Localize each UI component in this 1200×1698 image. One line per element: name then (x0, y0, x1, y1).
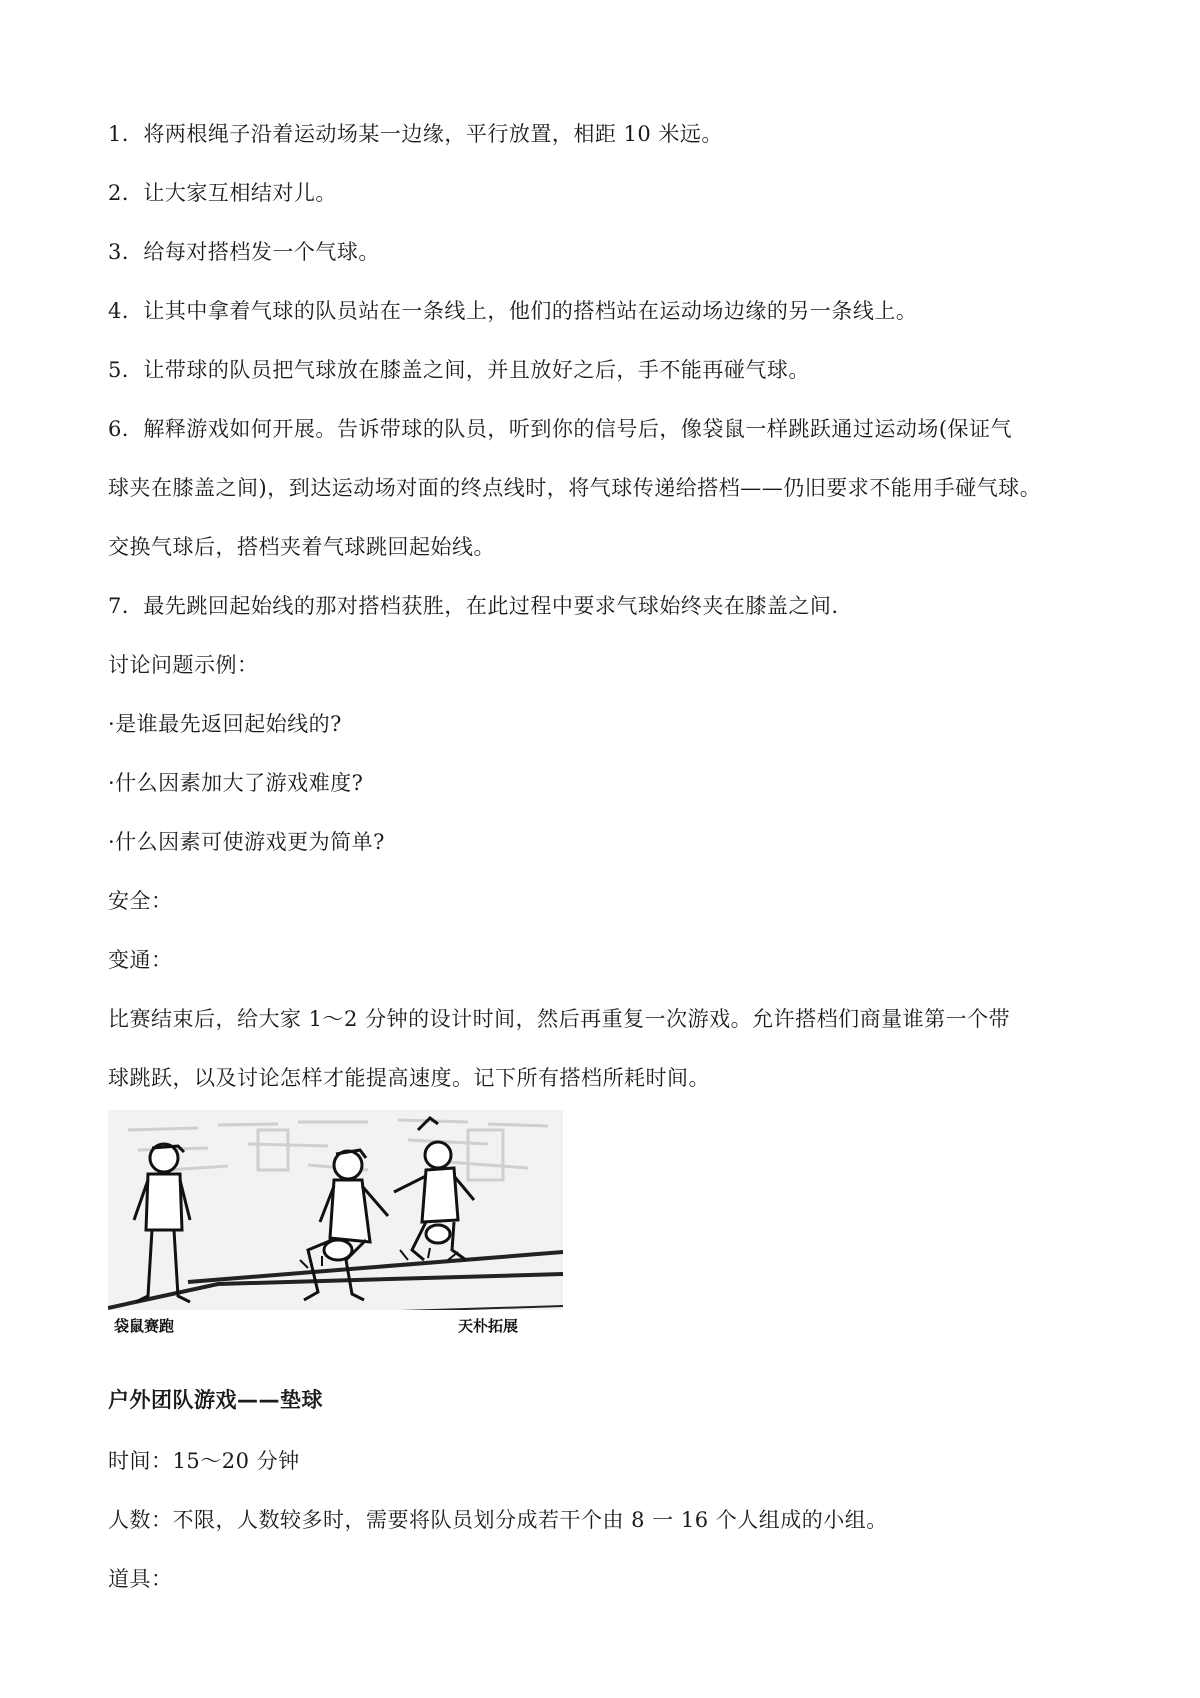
rule-3: 3．给每对搭档发一个气球。 (108, 240, 380, 264)
illustration-caption-right: 天朴拓展 (458, 1317, 519, 1335)
discussion-question-1: ·是谁最先返回起始线的? (108, 712, 342, 736)
discussion-heading: 讨论问题示例： (108, 653, 259, 677)
rule-7: 7．最先跳回起始线的那对搭档获胜，在此过程中要求气球始终夹在膝盖之间. (108, 594, 839, 618)
rule-6-line-3: 交换气球后，搭档夹着气球跳回起始线。 (108, 535, 495, 559)
rule-6-line-2: 球夹在膝盖之间)，到达运动场对面的终点线时，将气球传递给搭档——仍旧要求不能用手碰气球。 (108, 476, 1042, 500)
illustration-caption-left: 袋鼠赛跑 (114, 1317, 175, 1335)
safety-label: 安全： (108, 889, 173, 913)
variation-label: 变通： (108, 948, 173, 972)
section-time: 时间：15～20 分钟 (108, 1449, 300, 1473)
rule-4: 4．让其中拿着气球的队员站在一条线上，他们的搭档站在运动场边缘的另一条线上。 (108, 299, 918, 323)
rule-1: 1．将两根绳子沿着运动场某一边缘，平行放置，相距 10 米远。 (108, 122, 723, 146)
variation-text-line-2: 球跳跃，以及讨论怎样才能提高速度。记下所有搭档所耗时间。 (108, 1066, 710, 1090)
section-props: 道具： (108, 1567, 173, 1591)
rule-6-line-1: 6．解释游戏如何开展。告诉带球的队员，听到你的信号后，像袋鼠一样跳跃通过运动场(保证气 (108, 417, 1013, 441)
discussion-question-3: ·什么因素可使游戏更为简单? (108, 830, 385, 854)
section-people: 人数：不限，人数较多时，需要将队员划分成若干个由 8 一 16 个人组成的小组。 (108, 1508, 888, 1532)
discussion-question-2: ·什么因素加大了游戏难度? (108, 771, 364, 795)
kangaroo-race-illustration (108, 1110, 563, 1342)
section-heading: 户外团队游戏——垫球 (108, 1388, 323, 1412)
variation-text-line-1: 比赛结束后，给大家 1～2 分钟的设计时间，然后再重复一次游戏。允许搭档们商量谁第一个带 (108, 1007, 1011, 1031)
rule-5: 5．让带球的队员把气球放在膝盖之间，并且放好之后，手不能再碰气球。 (108, 358, 810, 382)
rule-2: 2．让大家互相结对儿。 (108, 181, 337, 205)
kangaroo-race-drawing (108, 1110, 563, 1342)
